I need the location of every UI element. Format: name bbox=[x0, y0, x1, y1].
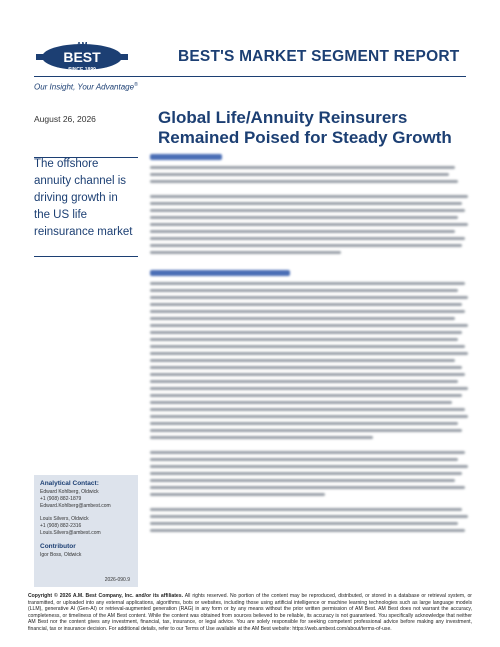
text-line bbox=[150, 296, 468, 299]
article-body-blurred bbox=[150, 150, 468, 590]
logo-am-text: AM bbox=[76, 42, 88, 49]
text-line bbox=[150, 387, 468, 390]
text-line bbox=[150, 230, 455, 233]
analytical-contact-label: Analytical Contact: bbox=[40, 480, 99, 487]
text-line bbox=[150, 338, 458, 341]
text-line bbox=[150, 216, 458, 219]
text-line bbox=[150, 251, 341, 254]
text-line bbox=[150, 317, 455, 320]
text-line bbox=[150, 282, 465, 285]
text-line bbox=[150, 515, 468, 518]
text-line bbox=[150, 303, 462, 306]
pull-quote: The offshore annuity channel is driving growth in the US life reinsurance market bbox=[34, 158, 133, 238]
text-line bbox=[150, 237, 465, 240]
text-line bbox=[150, 352, 468, 355]
text-line bbox=[150, 422, 458, 425]
text-line bbox=[150, 451, 465, 454]
text-line bbox=[150, 458, 458, 461]
text-line bbox=[150, 166, 455, 169]
header-divider bbox=[34, 76, 466, 77]
tagline bbox=[34, 82, 138, 92]
text-line bbox=[150, 394, 462, 397]
text-line bbox=[150, 408, 465, 411]
text-line bbox=[150, 310, 465, 313]
text-line bbox=[150, 173, 449, 176]
text-line bbox=[150, 373, 465, 376]
analytical-contact-box bbox=[34, 475, 138, 587]
analyst2-email[interactable]: Louis.Silvers@ambest.com bbox=[40, 530, 101, 536]
text-line bbox=[150, 244, 462, 247]
text-line bbox=[150, 359, 455, 362]
text-line bbox=[150, 429, 462, 432]
analyst2-name: Louis Silvers, Oldwick bbox=[40, 516, 89, 522]
analyst1-phone: +1 (908) 882-1879 bbox=[40, 496, 82, 502]
am-best-logo bbox=[34, 38, 130, 74]
logo-since-text: SINCE 1899 bbox=[68, 67, 96, 73]
text-line bbox=[150, 479, 455, 482]
text-line bbox=[150, 331, 462, 334]
section-heading bbox=[150, 154, 222, 160]
contributor-label: Contributor bbox=[40, 543, 76, 550]
analyst1-email[interactable]: Edward.Kohlberg@ambest.com bbox=[40, 503, 111, 509]
text-line bbox=[150, 195, 468, 198]
contributor-name: Igor Boss, Oldwick bbox=[40, 552, 82, 558]
text-line bbox=[150, 529, 465, 532]
text-line bbox=[150, 472, 462, 475]
text-line bbox=[150, 401, 452, 404]
section-heading bbox=[150, 270, 290, 276]
analyst2-phone: +1 (908) 882-2316 bbox=[40, 523, 82, 529]
text-line bbox=[150, 289, 458, 292]
copyright-bold: Copyright © 2026 A.M. Best Company, Inc. and/or its affiliates. bbox=[28, 593, 184, 599]
text-line bbox=[150, 209, 465, 212]
text-line bbox=[150, 486, 465, 489]
registered-mark: ® bbox=[134, 82, 138, 88]
analyst1-name: Edward Kohlberg, Oldwick bbox=[40, 489, 99, 495]
text-line bbox=[150, 522, 458, 525]
report-date: August 26, 2026 bbox=[34, 114, 96, 124]
document-code: 2026-090.9 bbox=[104, 577, 130, 583]
pull-quote-bottom-rule bbox=[34, 256, 138, 257]
text-line bbox=[150, 508, 462, 511]
text-line bbox=[150, 415, 468, 418]
text-line bbox=[150, 345, 465, 348]
report-title: BEST'S MARKET SEGMENT REPORT bbox=[178, 48, 460, 65]
text-line bbox=[150, 223, 468, 226]
report-header bbox=[0, 0, 500, 80]
logo-best-text: BEST bbox=[63, 49, 101, 65]
text-line bbox=[150, 436, 373, 439]
text-line bbox=[150, 324, 468, 327]
copyright-notice bbox=[28, 593, 472, 633]
text-line bbox=[150, 493, 325, 496]
text-line bbox=[150, 180, 458, 183]
tagline-text: Our Insight, Your Advantage bbox=[34, 82, 135, 92]
text-line bbox=[150, 465, 468, 468]
copyright-text: All rights reserved. No portion of the content may be reproduced, distributed, or stored in a database or retrieval system, or transmitted, or uploaded into any external applications, algorithms, bots or websites, including those using artificial intelligence or machine learning technologies such as large language models (LLM), generative AI (Gen-AI) or retrieval-augmented generation (RAG) in any form or by any means without the prior written permission of AM Best. AM Best does not warrant the accuracy, completeness, or timeliness of the AM Best content. While the content was obtained from sources believed to be reliable, its accuracy is not guaranteed. You specifically acknowledge that neither AM Best nor the content gives any investment, financial, tax, insurance, or legal advice. You are solely responsible for seeking competent professional advice before making any investment, financial, tax or insurance decision. For additional details, refer to our Terms of Use available at the AM Best website: https://web.ambest.com/about/terms-of-use. bbox=[28, 593, 472, 632]
headline: Global Life/Annuity Reinsurers Remained Poised for Steady Growth bbox=[158, 108, 452, 147]
text-line bbox=[150, 202, 462, 205]
text-line bbox=[150, 380, 458, 383]
text-line bbox=[150, 366, 462, 369]
